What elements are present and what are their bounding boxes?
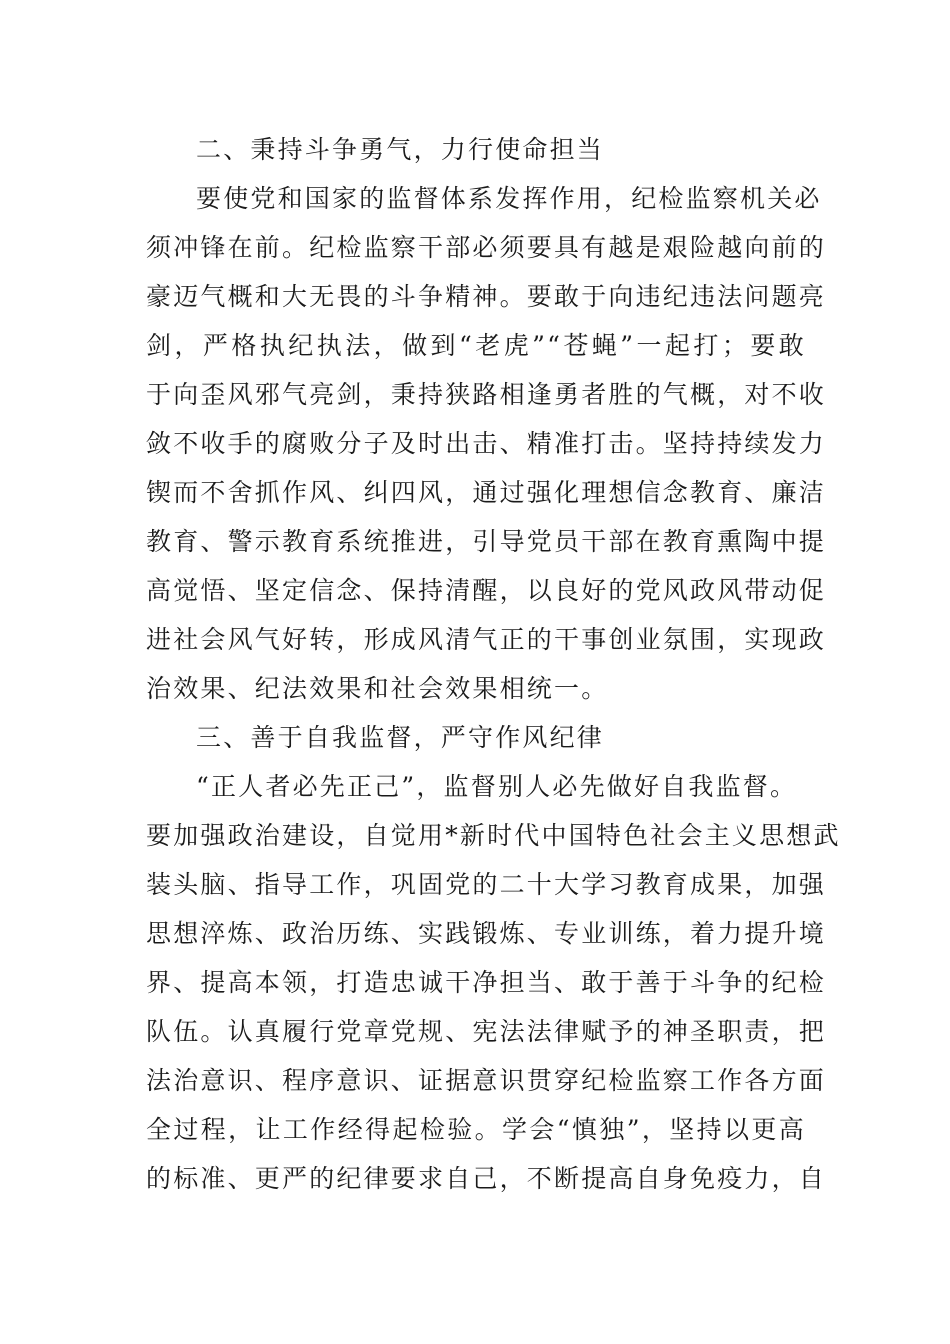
paragraph-line: 治效果、纪法效果和社会效果相统一。 xyxy=(146,674,609,703)
paragraph-line: 全过程，让工作经得起检验。学会“慎独”，坚持以更高 xyxy=(146,1115,806,1144)
paragraph-line: 锲而不舍抓作风、纠四风，通过强化理想信念教育、廉洁 xyxy=(146,478,827,507)
paragraph-line: 界、提高本领，打造忠诚干净担当、敢于善于斗争的纪检 xyxy=(146,968,827,997)
section-2-heading: 二、秉持斗争勇气，力行使命担当 xyxy=(196,135,605,164)
paragraph-line: 队伍。认真履行党章党规、宪法法律赋予的神圣职责，把 xyxy=(146,1017,827,1046)
paragraph-line: 于向歪风邪气亮剑，秉持狭路相逢勇者胜的气概，对不收 xyxy=(146,380,827,409)
paragraph-line: 法治意识、程序意识、证据意识贯穿纪检监察工作各方面 xyxy=(146,1066,827,1095)
paragraph-line: 的标准、更严的纪律要求自己，不断提高自身免疫力，自 xyxy=(146,1164,827,1193)
paragraph-line: 敛不收手的腐败分子及时出击、精准打击。坚持持续发力 xyxy=(146,429,827,458)
paragraph-line: “正人者必先正己”，监督别人必先做好自我监督。 xyxy=(196,772,798,801)
paragraph-line: 进社会风气好转，形成风清气正的干事创业氛围，实现政 xyxy=(146,625,827,654)
paragraph-line: 须冲锋在前。纪检监察干部必须要具有越是艰险越向前的 xyxy=(146,233,827,262)
paragraph-line: 要使党和国家的监督体系发挥作用，纪检监察机关必 xyxy=(196,184,822,213)
paragraph-line: 思想淬炼、政治历练、实践锻炼、专业训练，着力提升境 xyxy=(146,919,827,948)
paragraph-line: 剑，严格执纪执法，做到“老虎”“苍蝇”一起打；要敢 xyxy=(146,331,806,360)
section-3-heading: 三、善于自我监督，严守作风纪律 xyxy=(196,723,605,752)
paragraph-line: 要加强政治建设，自觉用*新时代中国特色社会主义思想武 xyxy=(146,821,841,850)
paragraph-line: 高觉悟、坚定信念、保持清醒，以良好的党风政风带动促 xyxy=(146,576,827,605)
paragraph-line: 豪迈气概和大无畏的斗争精神。要敢于向违纪违法问题亮 xyxy=(146,282,827,311)
paragraph-line: 装头脑、指导工作，巩固党的二十大学习教育成果，加强 xyxy=(146,870,827,899)
paragraph-line: 教育、警示教育系统推进，引导党员干部在教育熏陶中提 xyxy=(146,527,827,556)
